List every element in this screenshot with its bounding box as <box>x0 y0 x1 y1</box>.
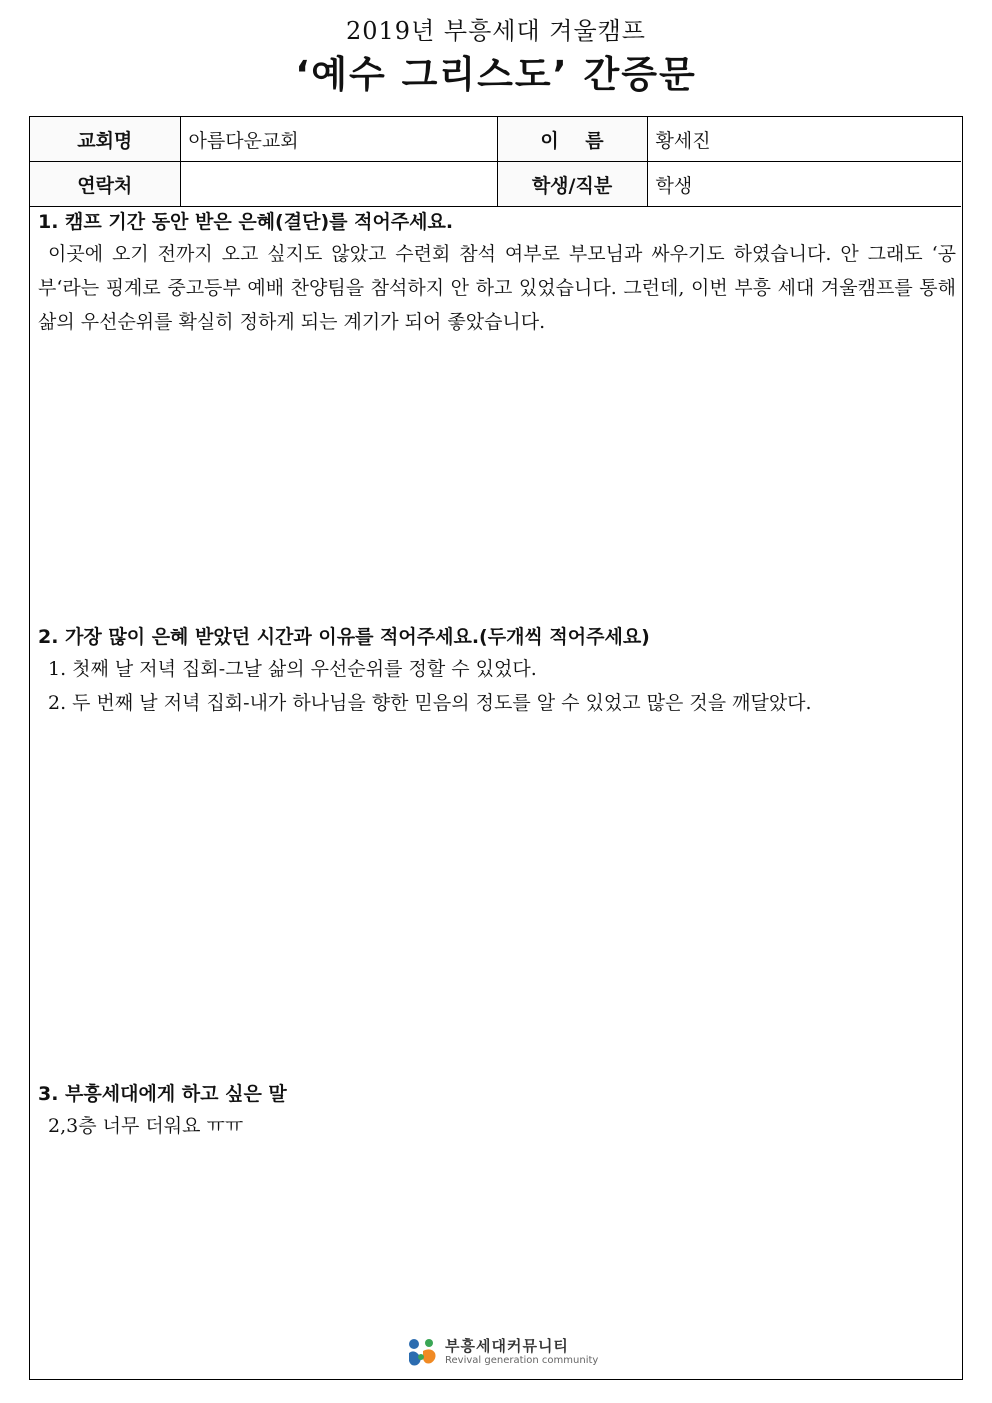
church-label: 교회명 <box>30 117 180 162</box>
q2-question: 2. 가장 많이 은혜 받았던 시간과 이유를 적어주세요.(두개씩 적어주세요) <box>38 626 650 648</box>
logo-korean-text: 부흥세대커뮤니티 <box>445 1337 569 1355</box>
q1-answer: 이곳에 오기 전까지 오고 싶지도 않았고 수련회 참석 여부로 부모님과 싸우기도 하였습니다. 안 그래도 ‘공부‘라는 핑계로 중고등부 예배 찬양팀을 참석하지 안 하고 있었습니다. 그런데, 이번 부흥 세대 겨울캠프를 통해 삶의 우선순위를 확실히 정하게 되는 계기가 되어 좋았습니다. <box>38 243 956 333</box>
logo-english-text: Revival generation community <box>445 1355 599 1366</box>
revival-generation-logo-icon <box>405 1335 439 1369</box>
name-label <box>497 117 647 162</box>
section-q1 <box>38 207 956 339</box>
info-table <box>30 117 961 207</box>
event-subtitle: 2019년 부흥세대 겨울캠프 <box>346 17 646 45</box>
role-value: 학생 <box>647 162 961 207</box>
q2-answer-block <box>38 652 956 720</box>
form-frame <box>29 116 963 1380</box>
q3-answer-block <box>38 1109 956 1143</box>
document-title: ‘예수 그리스도’ 간증문 <box>295 53 697 96</box>
info-row-contact <box>30 162 961 207</box>
info-row-church <box>30 117 961 162</box>
q1-answer-block <box>38 237 956 339</box>
q2-answer-2: 2. 두 번째 날 저녁 집회-내가 하나님을 향한 믿음의 정도를 알 수 있었고 많은 것을 깨달았다. <box>48 692 812 714</box>
q3-answer: 2,3층 너무 더워요 ㅠㅠ <box>48 1115 244 1137</box>
name-value: 황세진 <box>647 117 961 162</box>
name-label-text: 이 름 <box>540 129 604 152</box>
q1-question: 1. 캠프 기간 동안 받은 은혜(결단)를 적어주세요. <box>38 211 454 233</box>
logo-text <box>445 1337 598 1367</box>
q2-answer-1: 1. 첫째 날 저녁 집회-그날 삶의 우선순위를 정할 수 있었다. <box>48 658 537 680</box>
q3-question: 3. 부흥세대에게 하고 싶은 말 <box>38 1083 287 1105</box>
role-label: 학생/직분 <box>497 162 647 207</box>
section-q3 <box>38 1079 956 1143</box>
contact-label: 연락처 <box>30 162 180 207</box>
section-q2 <box>38 622 956 720</box>
document-header <box>0 14 992 100</box>
footer-logo <box>405 1335 598 1369</box>
church-value: 아름다운교회 <box>180 117 497 162</box>
contact-value <box>180 162 497 207</box>
